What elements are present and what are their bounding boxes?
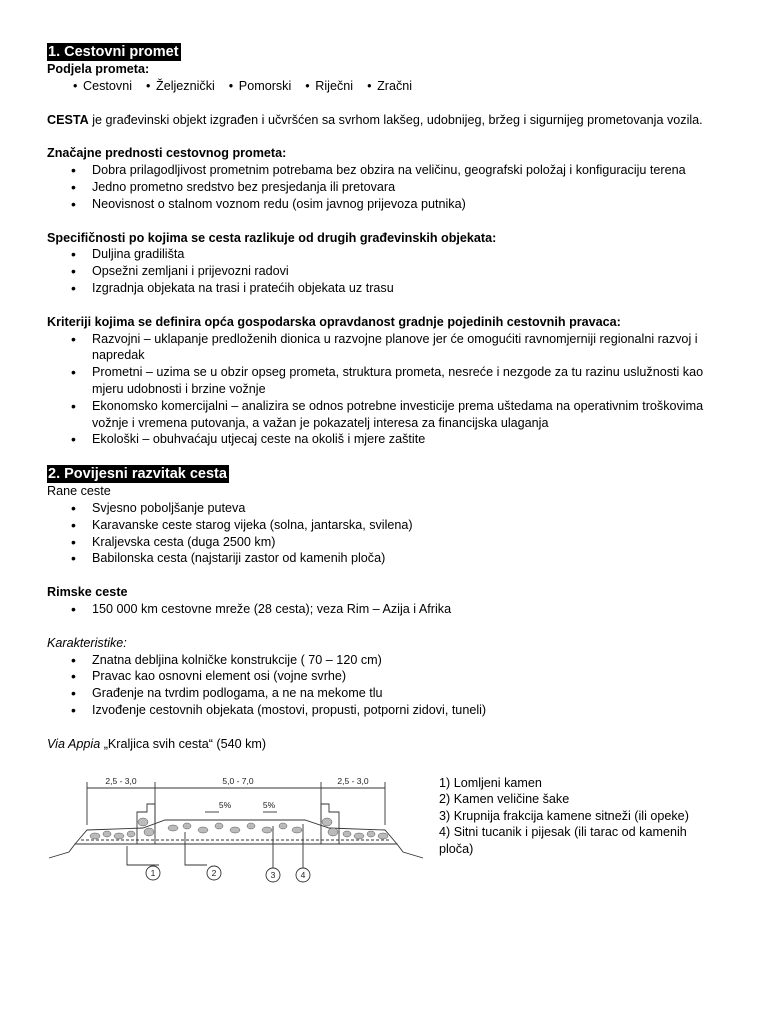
division-item: • Zračni: [367, 78, 412, 95]
specifics-list: [47, 246, 727, 296]
stone: [322, 818, 332, 826]
stone: [183, 823, 191, 829]
dimension-label-center: 5,0 - 7,0: [222, 775, 254, 786]
list-item: • Ekonomsko komercijalni – analizira se odnos potrebne investicije prema uštedama na operativnim troškovima vožnje i vremena putovanja, a važan je pokazatelj interesa za financijska ulaganja: [47, 398, 727, 432]
roman-roads-label: Rimske ceste: [47, 585, 128, 600]
list-item: • Neovisnost o stalnom voznom redu (osim javnog prijevoza putnika): [47, 196, 727, 213]
criteria-title: Kriteriji kojima se definira opća gospodarska opravdanost gradnje pojedinih cestovnih pravaca:: [47, 314, 621, 329]
legend-item: ploča): [439, 841, 474, 856]
marker-label: 2: [211, 867, 217, 878]
list-item: • Znatna debljina kolničke konstrukcije ( 70 – 120 cm): [47, 652, 727, 669]
marker-label: 3: [270, 869, 276, 880]
list-item: • Opsežni zemljani i prijevozni radovi: [47, 263, 727, 280]
stone: [247, 823, 255, 829]
legend-item: 2) Kamen veličine šake: [439, 792, 570, 806]
stone: [354, 833, 364, 839]
stone: [215, 823, 223, 829]
criteria-list: [47, 331, 727, 449]
list-item: • Kraljevska cesta (duga 2500 km): [47, 534, 727, 551]
ground-line: [49, 844, 423, 858]
division-item: • Željeznički: [146, 78, 215, 95]
list-item: • Izvođenje cestovnih objekata (mostovi, propusti, potporni zidovi, tuneli): [47, 702, 727, 719]
stone: [262, 827, 272, 833]
stone: [328, 828, 338, 836]
cesta-definition-text: je građevinski objekt izgrađen i učvršćen sa svrhom lakšeg, udobnijeg, bržeg i sigurnijeg prometovanja vozila.: [88, 112, 703, 127]
characteristics-label: Karakteristike:: [47, 635, 127, 650]
stone: [367, 831, 375, 837]
marker-label: 4: [300, 869, 306, 880]
stone: [378, 833, 388, 839]
advantages-list: [47, 162, 727, 212]
advantages-title: Značajne prednosti cestovnog prometa:: [47, 146, 287, 161]
stone: [90, 833, 100, 839]
figure-legend: [439, 775, 719, 858]
list-item: • Duljina gradilišta: [47, 246, 727, 263]
list-item: • Jedno prometno sredstvo bez presjedanja ili pretovara: [47, 179, 727, 196]
via-appia-text: „Kraljica svih cesta“ (540 km): [100, 736, 267, 751]
section2-heading-text: 2. Povijesni razvitak cesta: [48, 466, 227, 483]
division-list: [47, 78, 727, 95]
characteristics-list: [47, 652, 727, 719]
figure-row: [47, 770, 727, 900]
section1-heading: [47, 43, 727, 61]
legend-item: 4) Sitni tucanik i pijesak (ili tarac od kamenih: [439, 825, 687, 839]
division-item: • Riječni: [305, 78, 353, 95]
stone: [103, 831, 111, 837]
cesta-definition: [47, 112, 727, 129]
cesta-term: CESTA: [47, 112, 89, 127]
pointer-line: [185, 832, 207, 865]
section1-heading-text: 1. Cestovni promet: [48, 44, 179, 60]
early-roads-list: [47, 500, 727, 567]
list-item: • Dobra prilagodljivost prometnim potrebama bez obzira na veličinu, geografski položaj i konfiguraciju terena: [47, 162, 727, 179]
stone: [114, 833, 124, 839]
via-appia-line: [47, 736, 727, 753]
division-item: • Pomorski: [229, 78, 291, 95]
list-item: • Svjesno poboljšanje puteva: [47, 500, 727, 517]
list-item: • 150 000 km cestovne mreže (28 cesta); veza Rim – Azija i Afrika: [47, 601, 727, 618]
early-roads-label: Rane ceste: [47, 484, 111, 499]
list-item: • Babilonska cesta (najstariji zastor od kamenih ploča): [47, 550, 727, 567]
slope-label-right: 5%: [262, 799, 276, 810]
stone: [292, 827, 302, 833]
list-item: • Razvojni – uklapanje predloženih dionica u razvojne planove jer će omogućiti ravnomjerniji regionalni razvoj i napredak: [47, 331, 727, 365]
legend-item: 3) Krupnija frakcija kamene sitneži (ili opeke): [439, 808, 689, 823]
stone: [127, 831, 135, 837]
marker-label: 1: [150, 867, 156, 878]
via-appia-name: Via Appia: [47, 736, 101, 751]
roman-roads-list: [47, 601, 727, 618]
dimension-label-left: 2,5 - 3,0: [105, 775, 137, 786]
stone: [230, 827, 240, 833]
section2-heading: [47, 465, 727, 483]
list-item: • Građenje na tvrdim podlogama, a ne na mekome tlu: [47, 685, 727, 702]
stone: [343, 831, 351, 837]
legend-item: 1) Lomljeni kamen: [439, 775, 542, 790]
stone: [138, 818, 148, 826]
stone: [144, 828, 154, 836]
list-item: • Pravac kao osnovni element osi (vojne svrhe): [47, 668, 727, 685]
list-item: • Prometni – uzima se u obzir opseg prometa, struktura prometa, nesreće i nezgode za tu razinu uslužnosti kao mjeru udobnosti i brzine vožnje: [47, 364, 727, 398]
division-label: Podjela prometa:: [47, 62, 150, 76]
stone: [279, 823, 287, 829]
list-item: • Ekološki – obuhvaćaju utjecaj ceste na okoliš i mjere zaštite: [47, 431, 727, 448]
slope-label-left: 5%: [218, 799, 232, 810]
dimension-label-right: 2,5 - 3,0: [337, 775, 369, 786]
pointer-line: [127, 846, 159, 865]
document-page: [47, 43, 727, 900]
specifics-title: Specifičnosti po kojima se cesta razlikuje od drugih građevinskih objekata:: [47, 230, 497, 245]
list-item: • Izgradnja objekata na trasi i pratećih objekata uz trasu: [47, 280, 727, 297]
stone: [198, 827, 208, 833]
stone: [168, 825, 178, 831]
division-item: • Cestovni: [73, 78, 132, 95]
road-cross-section-diagram: [47, 770, 425, 900]
list-item: • Karavanske ceste starog vijeka (solna, jantarska, svilena): [47, 517, 727, 534]
